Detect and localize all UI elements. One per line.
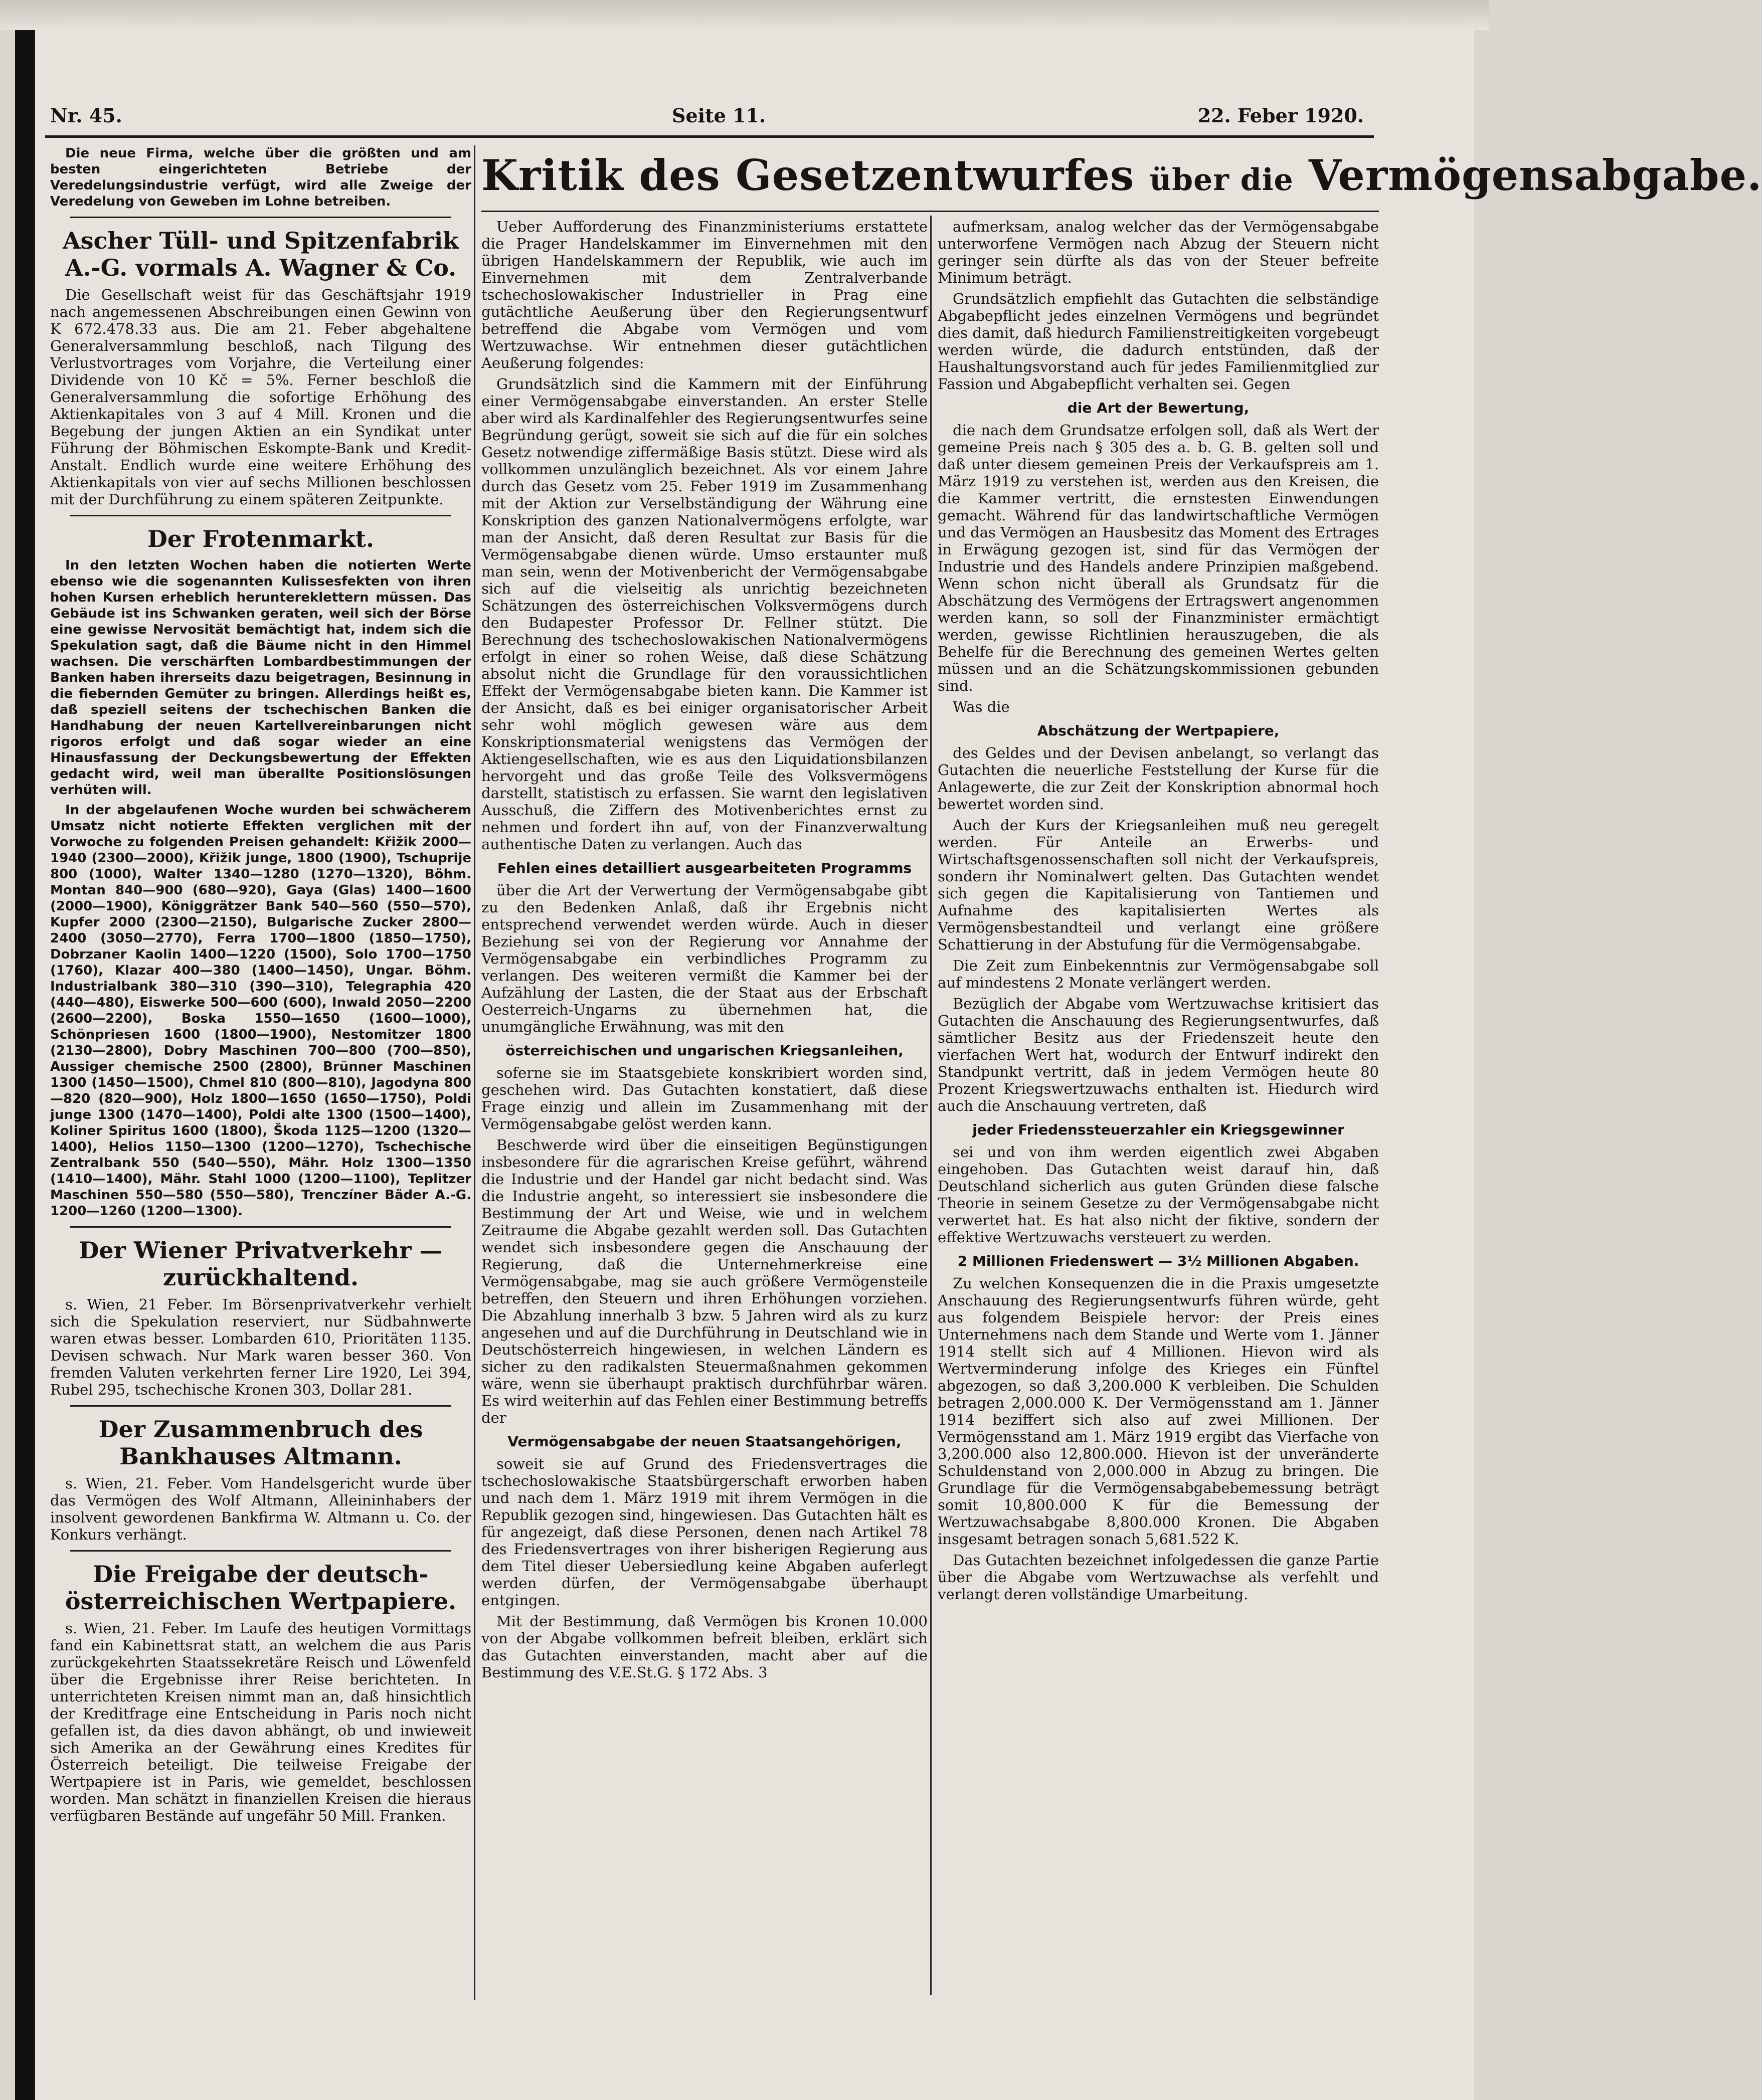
article-title: Der Wiener Privatverkehr — zurückhaltend. <box>79 1237 443 1291</box>
subheading: die Art der Bewertung, <box>1067 400 1250 416</box>
article-body: Mit der Bestimmung, daß Vermögen bis Kronen 10.000 von der Abgabe vollkommen befreit bleiben, erklärt sich das Gutachten einverstanden, macht aber auf die Bestimmung des V.E.St.G. § 172 Abs. 3 <box>481 1613 928 1681</box>
column-right <box>938 218 1379 2038</box>
header-rule <box>45 135 1374 138</box>
article-title: Ascher Tüll- und Spitzenfabrik A.-G. vormals A. Wagner & Co. <box>62 227 459 281</box>
article-body: Ueber Aufforderung des Finanzministeriums erstattete die Prager Handelskammer im Einvernehmen mit den übrigen Handelskammern der Republik, wie auch im Einvernehmen mit dem Zentralverbande tschechoslowakischer Industrieller in Prag eine gutächtliche Aeußerung über den Regierungsentwurf betreffend die Abgabe vom Vermögen und vom Wertzuwachse. Wir entnehmen dieser gutächtlichen Aeußerung folgendes: <box>481 218 928 371</box>
scan-edge-top <box>0 0 1489 30</box>
subheading: 2 Millionen Friedenswert — 3½ Millionen Abgaben. <box>957 1253 1359 1269</box>
separator <box>70 515 451 516</box>
separator <box>70 1550 451 1552</box>
article-body: Bezüglich der Abgabe vom Wertzuwachse kritisiert das Gutachten die Anschauung des Regierungsentwurfes, daß sämtlicher Besitz aus der Friedenszeit heute den vierfachen Wert hat, wodurch der Entwurf indirekt den Standpunkt vertritt, daß in jedem Vermögen heute 80 Prozent Kriegswertzuwachs enthalten ist. Hiedurch wird auch die Anschauung vertreten, daß <box>938 995 1379 1114</box>
column-left <box>50 145 471 2000</box>
article-body: Grundsätzlich empfiehlt das Gutachten die selbständige Abgabepflicht jedes einzelnen Vermögens und begründet dies damit, daß hiedurch Familienstreitigkeiten vorgebeugt werden würde, die dadurch entstünden, daß der Haushaltungsvorstand auch für jedes Familienmitglied zur Fassion und Abgabepflicht verhalten sei. Gegen <box>938 290 1379 393</box>
banner-headline <box>481 150 1762 211</box>
article-body: aufmerksam, analog welcher das der Vermögensabgabe unterworfene Vermögen nach Abzug der Steuern nicht geringer sein dürfte als das von der Steuer befreite Minimum beträgt. <box>938 218 1379 286</box>
page-header <box>50 104 1364 134</box>
article-body: Die Gesellschaft weist für das Geschäftsjahr 1919 nach angemessenen Abschreibungen einen Gewinn von K 672.478.33 aus. Die am 21. Feber abgehaltene Generalversammlung beschloß, nach Tilgung des Verlustvortrages vom Vorjahre, die Verteilung einer Dividende von 10 Kč = 5%. Ferner beschloß die Generalversammlung die sofortige Erhöhung des Aktienkapitales von 3 auf 4 Mill. Kronen und die Begebung der jungen Aktien an ein Syndikat unter Führung der Böhmischen Eskompte-Bank und Kredit-Anstalt. Endlich wurde eine weitere Erhöhung des Aktienkapitals von vier auf sechs Millionen beschlossen mit der Durchführung zu einem späteren Zeitpunkte. <box>50 286 471 508</box>
separator <box>70 217 451 218</box>
issue-number: Nr. 45. <box>50 104 122 127</box>
banner-rule <box>481 211 1379 212</box>
article-body: soferne sie im Staatsgebiete konskribiert worden sind, geschehen wird. Das Gutachten konstatiert, daß diese Frage einzig und allein im Zusammenhang mit der Vermögensabgabe gelöst werden kann. <box>481 1064 928 1132</box>
scan-shadow <box>15 0 35 2100</box>
subheading: Vermögensabgabe der neuen Staatsangehörigen, <box>507 1433 902 1450</box>
subheading: Fehlen eines detailliert ausgearbeiteten Programms <box>497 860 912 876</box>
article-body: s. Wien, 21 Feber. Im Börsenprivatverkehr verhielt sich die Spekulation reserviert, nur Südbahnwerte waren etwas besser. Lombarden 610, Prioritäten 1135. Devisen schwach. Nur Mark waren besser 360. Von fremden Valuten verkehrten ferner Lire 1920, Lei 394, Rubel 295, tschechische Kronen 303, Dollar 281. <box>50 1296 471 1398</box>
issue-date: 22. Feber 1920. <box>1197 104 1364 127</box>
article-body: Das Gutachten bezeichnet infolgedessen die ganze Partie über die Abgabe vom Wertzuwachse als verfehlt und verlangt deren vollständige Umarbeitung. <box>938 1552 1379 1603</box>
article-body: In den letzten Wochen haben die notierten Werte ebenso wie die sogenannten Kulissesfekten von ihren hohen Kursen erheblich heruntereklettern müssen. Das Gebäude ist ins Schwanken geraten, weil sich der Börse eine gewisse Nervosität bemächtigt hat, indem sich die Spekulation sagt, daß die Bäume nicht in den Himmel wachsen. Die verschärften Lombardbestimmungen der Banken haben ihrerseits dazu beigetragen, Besinnung in die fiebernden Gemüter zu bringen. Allerdings heißt es, daß speziell seitens der tschechischen Banken die Handhabung der neuen Kartellvereinbarungen nicht rigoros erfolgt und daß sogar wieder an eine Hinausfassung der Deckungsbewertung der Effekten gedacht wird, weil man überallte Positionslösungen verhüten will. <box>50 558 471 798</box>
column-divider <box>474 145 475 2000</box>
article-body: s. Wien, 21. Feber. Vom Handelsgericht wurde über das Vermögen des Wolf Altmann, Alleininhabers der insolvent gewordenen Bankfirma W. Altmann u. Co. der Konkurs verhängt. <box>50 1475 471 1543</box>
intro-text: Die neue Firma, welche über die größten und am besten eingerichteten Betriebe der Veredelungsindustrie verfügt, wird alle Zweige der Veredelung von Geweben im Lohne betreiben. <box>50 146 471 209</box>
article-body: Beschwerde wird über die einseitigen Begünstigungen insbesondere für die agrarischen Kreise geführt, während die Industrie und der Handel gar nicht bedacht sind. Was die Industrie angeht, so interessiert sie insbesondere die Bestimmung der Art und Weise, wie und in welchem Zeitraume die Abgabe gezahlt werden soll. Das Gutachten wendet sich insbesondere gegen die Anschauung der Regierung, daß die Unternehmerkreise eine Vermögensabgabe, mag sie auch größere Vermögensteile betreffen, den Steuern und ihren Erhöhungen vorziehen. Die Abzahlung innerhalb 3 bzw. 5 Jahren wird als zu kurz angesehen und auf die Durchführung in Deutschland wie in Deutschösterreich hingewiesen, in welchen Ländern es sicher zu den radikalsten Steuermaßnahmen gekommen wäre, wenn sie überhaupt praktisch durchführbar wären. Es wird weiterhin auf das Fehlen einer Bestimmung betreffs der <box>481 1136 928 1426</box>
subheading: jeder Friedenssteuerzahler ein Kriegsgewinner <box>972 1121 1344 1138</box>
separator <box>70 1226 451 1228</box>
article-body: s. Wien, 21. Feber. Im Laufe des heutigen Vormittags fand ein Kabinettsrat statt, an welchem die aus Paris zurückgekehrten Staatssekretäre Reisch und Löwenfeld über die Ergebnisse ihrer Reise berichteten. In unterrichteten Kreisen nimmt man an, daß hinsichtlich der Kreditfrage eine Entscheidung in Paris noch nicht gefallen ist, da dies davon abhängt, ob und inwieweit sich Amerika an der Gewährung eines Kredites für Österreich beteiligt. Die teilweise Freigabe der Wertpapiere ist in Paris, wie gemeldet, beschlossen worden. Man schätzt in finanziellen Kreisen die hieraus verfügbaren Bestände auf ungefähr 50 Mill. Franken. <box>50 1620 471 1824</box>
banner-part: Kritik des Gesetzentwurfes <box>481 150 1135 200</box>
article-body: Grundsätzlich sind die Kammern mit der Einführung einer Vermögensabgabe einverstanden. An erster Stelle aber wird als Kardinalfehler des Regierungsentwurfes seine Begründung gerügt, soweit sie sich auf die für ein solches Gesetz notwendige ziffermäßige Basis stützt. Diese wird als vollkommen unzulänglich bezeichnet. Als vor einem Jahre durch das Gesetz vom 25. Feber 1919 im Zusammenhang mit der Aktion zur Verselbständigung der Währung eine Konskription des ganzen Nationalvermögens erfolgte, war man der Ansicht, daß deren Resultat zur Basis für die Vermögensabgabe dienen würde. Umso erstaunter muß man sein, wenn der Motivenbericht der Vermögensabgabe sich auf die vielseitig als unrichtig bezeichneten Schätzungen des österreichischen Volksvermögens durch den Budapester Professor Dr. Fellner stützt. Die Berechnung des tschechoslowakischen Nationalvermögens erfolgt in einer so rohen Weise, daß diese Schätzung absolut nicht die Grundlage für den voraussichtlichen Effekt der Vermögensabgabe bieten kann. Die Kammer ist der Ansicht, daß es bei einiger organisatorischer Arbeit sehr wohl möglich gewesen wäre aus dem Konskriptionsmaterial wenigstens das Vermögen der Aktiengesellschaften, wie es aus den Liquidationsbilanzen hervorgeht und das große Teile des Volksvermögens darstellt, statistisch zu erfassen. Sie warnt den legislativen Ausschuß, die Ziffern des Motivenberichtes ernst zu nehmen und fordert ihn auf, von der Finanzverwaltung authentische Daten zu verlangen. Auch das <box>481 375 928 853</box>
article-body: Zu welchen Konsequenzen die in die Praxis umgesetzte Anschauung des Regierungsentwurfs führen würde, geht aus folgendem Beispiele hervor: der Preis eines Unternehmens nach dem Stande und Werte vom 1. Jänner 1914 stellt sich auf 4 Millionen. Hievon wird als Wertverminderung infolge des Krieges ein Fünftel abgezogen, so daß 3,200.000 K verbleiben. Die Schulden betragen 2,000.000 K. Der Vermögensstand am 1. Jänner 1914 beziffert sich also auf zwei Millionen. Der Vermögensstand am 1. März 1919 ergibt das Vierfache von 3,200.000 also 12,800.000. Hievon ist der unveränderte Schuldenstand von 2,000.000 in Abzug zu bringen. Die Grundlage für die Vermögensabgabebemessung beträgt somit 10,800.000 K für die Bemessung der Wertzuwachsabgabe 8,800.000 Kronen. Die Abgaben insgesamt betragen sonach 5,681.522 K. <box>938 1275 1379 1548</box>
article-body: Auch der Kurs der Kriegsanleihen muß neu geregelt werden. Für Anteile an Erwerbs- und Wirtschaftsgenossenschaften soll nicht der Verkaufspreis, sondern ihr Nominalwert gelten. Das Gutachten wendet sich gegen die Kapitalisierung von Tantiemen und Aufnahme des kapitalisierten Wertes als Vermögensbestandteil und verlangt eine größere Schattierung in der Abstufung für die Vermögensabgabe. <box>938 817 1379 953</box>
article-title: Der Frotenmarkt. <box>147 525 374 552</box>
article-body: sei und von ihm werden eigentlich zwei Abgaben eingehoben. Das Gutachten weist darauf hin, daß Deutschland sicherlich aus guten Gründen diese falsche Theorie in seinem Gesetze zu der Vermögensabgabe nicht verwertet hat. Es hat also nicht der fiktive, sondern der effektive Wertzuwachs versteuert zu werden. <box>938 1143 1379 1246</box>
article-title: Der Zusammenbruch des Bankhauses Altmann. <box>98 1416 423 1470</box>
separator <box>70 1405 451 1407</box>
banner-part: Vermögensabgabe. <box>1308 150 1762 200</box>
article-body: Was die <box>953 698 1010 715</box>
article-body: In der abgelaufenen Woche wurden bei schwächerem Umsatz nicht notierte Effekten verglichen mit der Vorwoche zu folgenden Preisen gehandelt: Křižik 2000—1940 (2300—2000), Křižik junge, 1800 (1900), Tschuprije 800 (1000), Walter 1340—1280 (1270—1320), Böhm. Montan 840—900 (680—920), Gaya (Glas) 1400—1600 (2000—1900), Königgrätzer Bank 540—560 (550—570), Kupfer 2000 (2300—2150), Bulgarische Zucker 2800—2400 (3050—2770), Ferra 1700—1800 (1850—1750), Dobrzaner Kaolin 1400—1220 (1500), Solo 1700—1750 (1760), Klazar 400—380 (1400—1450), Ungar. Böhm. Industrialbank 380—310 (390—310), Telegraphia 420 (440—480), Eiswerke 500—600 (600), Inwald 2050—2200 (2600—2200), Boska 1550—1650 (1600—1000), Schönpriesen 1600 (1800—1900), Nestomitzer 1800 (2130—2800), Dobry Maschinen 700—800 (700—850), Aussiger chemische 2500 (2800), Brünner Maschinen 1300 (1450—1500), Chmel 810 (800—810), Jagodyna 800—820 (820—900), Holz 1800—1650 (1650—1750), Poldi junge 1300 (1470—1400), Poldi alte 1300 (1500—1400), Koliner Spiritus 1600 (1800), Škoda 1125—1200 (1320—1400), Helios 1150—1300 (1200—1270), Tschechische Zentralbank 550 (540—550), Mähr. Holz 1300—1350 (1410—1400), Mähr. Stahl 1000 (1200—1100), Teplitzer Maschinen 550—580 (550—580), Trenczíner Bäder A.-G. 1200—1260 (1200—1300). <box>50 803 471 1219</box>
article-body: soweit sie auf Grund des Friedensvertrages die tschechoslowakische Staatsbürgerschaft erworben haben und nach dem 1. März 1919 mit ihrem Vermögen in die Republik gezogen sind, hingewiesen. Das Gutachten hält es für angezeigt, daß diese Personen, denen nach Artikel 78 des Friedensvertrages von ihrer bisherigen Regierung aus dem Titel dieser Uebersiedlung keine Abgaben auferlegt werden dürfen, der Vermögensabgabe überhaupt entgingen. <box>481 1455 928 1609</box>
column-middle <box>481 218 928 2038</box>
article-body: Die Zeit zum Einbekenntnis zur Vermögensabgabe soll auf mindestens 2 Monate verlängert werden. <box>938 957 1379 991</box>
article-body: über die Art der Verwertung der Vermögensabgabe gibt zu den Bedenken Anlaß, daß ihr Ergebnis nicht entsprechend verwendet werden würde. Auch in dieser Beziehung sei von der Regierung vor Annahme der Vermögensabgabe ein verbindliches Programm zu verlangen. Des weiteren vermißt die Kammer bei der Aufzählung der Lasten, die der Staat aus der Erbschaft Oesterreich-Ungarns zu übernehmen hat, die unumgängliche Erwähnung, was mit den <box>481 882 928 1035</box>
column-divider <box>930 216 932 1995</box>
article-title: Die Freigabe der deutsch-österreichischen Wertpapiere. <box>65 1561 457 1615</box>
page-number: Seite 11. <box>672 104 766 127</box>
article-body: die nach dem Grundsatze erfolgen soll, daß als Wert der gemeine Preis nach § 305 des a. b. G. B. gelten soll und daß unter diesem gemeinen Preis der Verkaufspreis am 1. März 1919 zu verstehen ist, werden aus den Kreisen, die die Kammer vertritt, die ernstesten Einwendungen gemacht. Während für das landwirtschaftliche Vermögen und das Vermögen an Hausbesitz das Moment des Ertrages in Erwägung gezogen ist, sind für das Vermögen der Industrie und des Handels andere Prinzipien maßgebend. Wenn schon nicht überall als Grundsatz für die Abschätzung des Vermögens der Ertragswert angenommen werden kann, so soll der Finanzminister ermächtigt werden, gewisse Richtlinien herauszugeben, die als Behelfe für die Berechnung des gemeinen Wertes gelten müssen und an die Schätzungskommissionen gebunden sind. <box>938 422 1379 694</box>
subheading: Abschätzung der Wertpapiere, <box>1037 722 1280 739</box>
banner-part: über die <box>1149 162 1294 198</box>
subheading: österreichischen und ungarischen Kriegsanleihen, <box>505 1042 904 1059</box>
article-body: des Geldes und der Devisen anbelangt, so verlangt das Gutachten die neuerliche Feststellung der Kurse für die Anlagewerte, die zur Zeit der Konskription abnormal hoch bewertet worden sind. <box>938 744 1379 813</box>
